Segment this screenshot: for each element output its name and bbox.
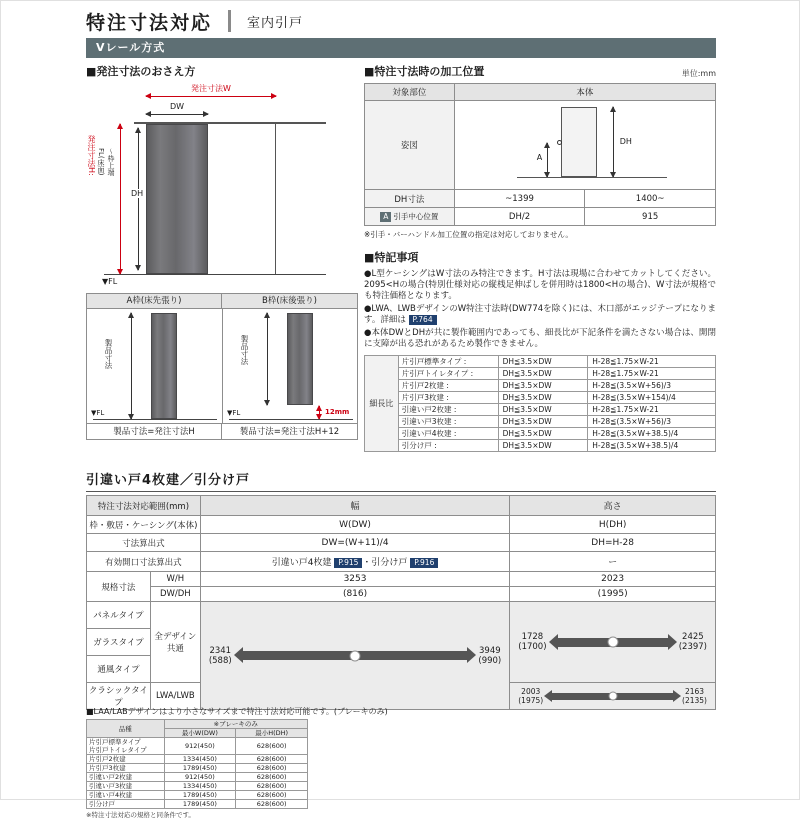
min-w-value: 912(450) xyxy=(164,773,236,782)
kind-name: 引分け戸 xyxy=(87,800,165,809)
machining-table xyxy=(364,83,716,226)
min-w-value: 1789(450) xyxy=(164,764,236,773)
lwa-label: LWA/LWB xyxy=(150,683,200,710)
fl-marker: ▼FL xyxy=(91,409,105,417)
slender-type: 引違い戸4枚建 : xyxy=(398,428,498,440)
frame-b-formula: 製品寸法=発注寸法H+12 xyxy=(239,427,340,437)
col-target-part: 対象部位 xyxy=(365,84,455,101)
frame-a-title: A枠(床先張り) xyxy=(87,294,222,308)
slender-type: 片引戸2枚建 : xyxy=(398,380,498,392)
col-width: 幅 xyxy=(200,496,509,516)
range-midpoint-dot xyxy=(608,692,617,701)
figure-a-arrow xyxy=(547,143,548,177)
remark-item: ●LWA、LWBデザインのW特注寸法時(DW774を除く)には、木口部がエッジテープになります。詳細は P.764 xyxy=(364,304,716,325)
type-panel-label: パネルタイプ xyxy=(87,602,151,629)
order-dimension-section xyxy=(86,63,358,289)
handle-center-dot xyxy=(557,140,562,145)
product-dim-label: 製品寸法 xyxy=(104,339,113,369)
remarks-heading: ■特記事項 xyxy=(364,251,419,264)
slender-f2: H-28≦(3.5×W+56)/3 xyxy=(588,416,716,428)
min-w-value: 1789(450) xyxy=(164,800,236,809)
slender-f1: DH≦3.5×DW xyxy=(498,392,588,404)
type-classic-label: クラシックタイプ xyxy=(87,683,151,710)
slenderness-label: 細長比 xyxy=(365,356,399,452)
floor-line xyxy=(93,419,217,420)
page-ref-badge-764: P.764 xyxy=(409,315,437,325)
slender-f1: DH≦3.5×DW xyxy=(498,440,588,452)
min-h-value: 628(600) xyxy=(236,755,308,764)
col-kind: 品種 xyxy=(87,720,165,738)
min-h-value: 628(600) xyxy=(236,791,308,800)
slender-f1: DH≦3.5×DW xyxy=(498,356,588,368)
remarks-list xyxy=(364,269,716,350)
slender-type: 引違い戸3枚建 : xyxy=(398,416,498,428)
opening-w-refs: 引違い戸4枚建 P.915 ・引分け戸 P.916 xyxy=(200,552,509,572)
min-w-value: 1334(450) xyxy=(164,782,236,791)
rail-method-bar: Vレール方式 xyxy=(86,38,716,58)
a-value-2: 915 xyxy=(585,208,716,226)
frame-a-formula: 製品寸法=発注寸法H xyxy=(87,424,222,439)
slender-f1: DH≦3.5×DW xyxy=(498,368,588,380)
all-design-label: 全デザイン共通 xyxy=(150,602,200,683)
order-h-arrow xyxy=(120,124,121,274)
dh-row-label: DH寸法 xyxy=(365,190,455,208)
frame-w-value: W(DW) xyxy=(200,516,509,534)
width-range-bar: 2341 (588) 3949 (990) xyxy=(208,645,502,666)
std-wh-label: W/H xyxy=(150,572,200,587)
product-dim-arrow xyxy=(131,313,132,419)
figure-dh-arrow xyxy=(613,107,614,177)
figure-row-label: 姿図 xyxy=(365,101,455,190)
frame-b-title: B枠(床後張り) xyxy=(262,296,317,306)
range-bar xyxy=(552,693,673,700)
range-midpoint-dot xyxy=(350,650,361,661)
slender-f2: H-28≦(3.5×W+154)/4 xyxy=(588,392,716,404)
order-w-label: 発注寸法W xyxy=(191,84,231,93)
page-subtitle: 室内引戸 xyxy=(247,15,304,31)
order-fl-label: ▼FL xyxy=(102,277,118,286)
min-h-value: 628(600) xyxy=(236,773,308,782)
figure-a-label: A xyxy=(536,153,543,162)
spec-range-table xyxy=(86,495,716,710)
slender-f2: H-28≦1.75×W-21 xyxy=(588,368,716,380)
frame-h-value: H(DH) xyxy=(510,516,716,534)
slender-f2: H-28≦(3.5×W+38.5)/4 xyxy=(588,428,716,440)
min-h-value: 628(600) xyxy=(236,800,308,809)
unit-label: 単位:mm xyxy=(681,69,716,78)
order-dw-label: DW xyxy=(169,102,185,111)
header-divider xyxy=(228,10,231,32)
page-header xyxy=(86,7,716,35)
slender-f1: DH≦3.5×DW xyxy=(498,380,588,392)
height-range-bar: 1728 (1700) 2425 (2397) xyxy=(518,632,707,652)
product-dim-arrow xyxy=(267,313,268,405)
figure-floor-line xyxy=(517,177,667,178)
opening-h-value: ー xyxy=(510,552,716,572)
min-size-section xyxy=(86,706,716,819)
std-w-value: 3253 xyxy=(200,572,509,587)
gap-label: 12mm xyxy=(325,408,350,416)
slender-type: 片引戸標準タイプ : xyxy=(398,356,498,368)
slender-type: 引違い戸2枚建 : xyxy=(398,404,498,416)
order-dh-label: DH xyxy=(131,189,144,198)
order-diagram xyxy=(86,83,358,289)
calc-h-formula: DH=H-28 xyxy=(510,534,716,552)
type-vent-label: 通風タイプ xyxy=(87,656,151,683)
height-range-cell xyxy=(510,602,716,683)
slender-type: 片引戸トイレタイプ : xyxy=(398,368,498,380)
range-bar xyxy=(243,651,468,660)
min-size-table xyxy=(86,719,308,809)
machining-note: ※引手・バーハンドル加工位置の指定は対応しておりません。 xyxy=(364,230,573,239)
frame-a-diagram xyxy=(87,309,222,423)
row-calc-label: 寸法算出式 xyxy=(87,534,201,552)
min-w-value: 1789(450) xyxy=(164,791,236,800)
main-spec-section xyxy=(86,469,716,710)
classic-height-range-bar: 2003 (1975) 2163 (2135) xyxy=(518,687,707,705)
width-range-cell xyxy=(200,602,509,710)
min-w-value: 1334(450) xyxy=(164,755,236,764)
order-dh-arrow xyxy=(138,128,139,270)
kind-name: 片引戸3枚建 xyxy=(87,764,165,773)
min-h-value: 628(600) xyxy=(236,764,308,773)
kind-name: 引違い戸3枚建 xyxy=(87,782,165,791)
range-midpoint-dot xyxy=(607,637,618,648)
door-panel xyxy=(146,124,208,274)
min-w-value: 912(450) xyxy=(164,738,236,755)
slender-f1: DH≦3.5×DW xyxy=(498,428,588,440)
col-height: 高さ xyxy=(510,496,716,516)
range-bar xyxy=(558,638,668,647)
kind-name: 片引戸標準タイプ 片引戸トイレタイプ xyxy=(87,738,165,755)
slender-f2: H-28≦1.75×W-21 xyxy=(588,356,716,368)
min-h-value: 628(600) xyxy=(236,738,308,755)
slender-type: 片引戸3枚建 : xyxy=(398,392,498,404)
col-min-w: 最小W(DW) xyxy=(164,729,236,738)
std-dwdh-label: DW/DH xyxy=(150,587,200,602)
kind-name: 引違い戸4枚建 xyxy=(87,791,165,800)
door-panel xyxy=(287,313,313,405)
slender-type: 引分け戸 : xyxy=(398,440,498,452)
slender-f2: H-28≦(3.5×W+56)/3 xyxy=(588,380,716,392)
row-standard-label: 規格寸法 xyxy=(87,572,151,602)
min-size-footnote: ※特注寸法対応の規格と同条件です。 xyxy=(86,811,195,819)
std-dh-value: (1995) xyxy=(510,587,716,602)
frame-types-section xyxy=(86,293,358,440)
floor-line xyxy=(104,274,326,275)
door-panel xyxy=(151,313,177,419)
page-title: 特注寸法対応 xyxy=(86,11,213,34)
section-title: 引違い戸4枚建／引分け戸 xyxy=(86,469,716,492)
frame-b-diagram xyxy=(222,309,357,423)
dh-range-2: 1400~ xyxy=(585,190,716,208)
page-ref-badge-915: P.915 xyxy=(334,558,362,568)
remark-item: ●L型ケーシングはW寸法のみ特注できます。H寸法は現場に合わせてカットしてください。2095<Hの場合(特別仕様対応の縦桟足伸ばしを併用時は1800<Hの場合)、W寸法が規格でも特注価格となります。 xyxy=(364,269,716,301)
col-body: 本体 xyxy=(454,84,715,101)
right-column xyxy=(364,63,716,452)
floor-line xyxy=(229,419,353,420)
machining-heading: ■特注寸法時の加工位置 xyxy=(364,65,485,78)
row-frame-label: 枠・敷居・ケーシング(本体) xyxy=(87,516,201,534)
min-size-note: ■LAA/LABデザインはより小さなサイズまで特注寸法対応可能です。(ブレーキのみ) xyxy=(86,707,388,716)
calc-w-formula: DW=(W+11)/4 xyxy=(200,534,509,552)
slender-f2: H-28≦1.75×W-21 xyxy=(588,404,716,416)
std-dw-value: (816) xyxy=(200,587,509,602)
kind-name: 片引戸2枚建 xyxy=(87,755,165,764)
range-header: 特注寸法対応範囲(mm) xyxy=(87,496,201,516)
gap-arrow xyxy=(319,406,320,419)
order-h-label: 発注寸法H:FL(床面) 〜枠上端 xyxy=(87,135,115,176)
a-row-label: A 引手中心位置 xyxy=(365,208,455,226)
figure-dh-label: DH xyxy=(619,137,632,146)
type-glass-label: ガラスタイプ xyxy=(87,629,151,656)
row-opening-label: 有効開口寸法算出式 xyxy=(87,552,201,572)
a-badge: A xyxy=(380,212,391,222)
figure-door xyxy=(561,107,597,177)
dh-range-1: ~1399 xyxy=(454,190,585,208)
a-value-1: DH/2 xyxy=(454,208,585,226)
std-h-value: 2023 xyxy=(510,572,716,587)
order-w-arrow xyxy=(146,96,276,97)
machining-figure xyxy=(454,101,715,190)
slenderness-table xyxy=(364,355,716,452)
order-heading: ■発注寸法のおさえ方 xyxy=(86,65,196,78)
slender-f1: DH≦3.5×DW xyxy=(498,404,588,416)
slender-f1: DH≦3.5×DW xyxy=(498,416,588,428)
order-dw-arrow xyxy=(146,114,208,115)
opening-edge-line xyxy=(275,124,276,274)
col-min-h: 最小H(DH) xyxy=(236,729,308,738)
remark-item: ●本体DWとDHが共に製作範囲内であっても、細長比が下記条件を満たさない場合は、開閉に支障が出る恐れがあるため製作できません。 xyxy=(364,328,716,349)
fl-marker: ▼FL xyxy=(227,409,241,417)
col-brake-note: ※ブレーキのみ xyxy=(164,720,307,729)
product-dim-label: 製品寸法 xyxy=(240,335,249,365)
min-h-value: 628(600) xyxy=(236,782,308,791)
slender-f2: H-28≦(3.5×W+38.5)/4 xyxy=(588,440,716,452)
page-ref-badge-916: P.916 xyxy=(410,558,438,568)
kind-name: 引違い戸2枚建 xyxy=(87,773,165,782)
